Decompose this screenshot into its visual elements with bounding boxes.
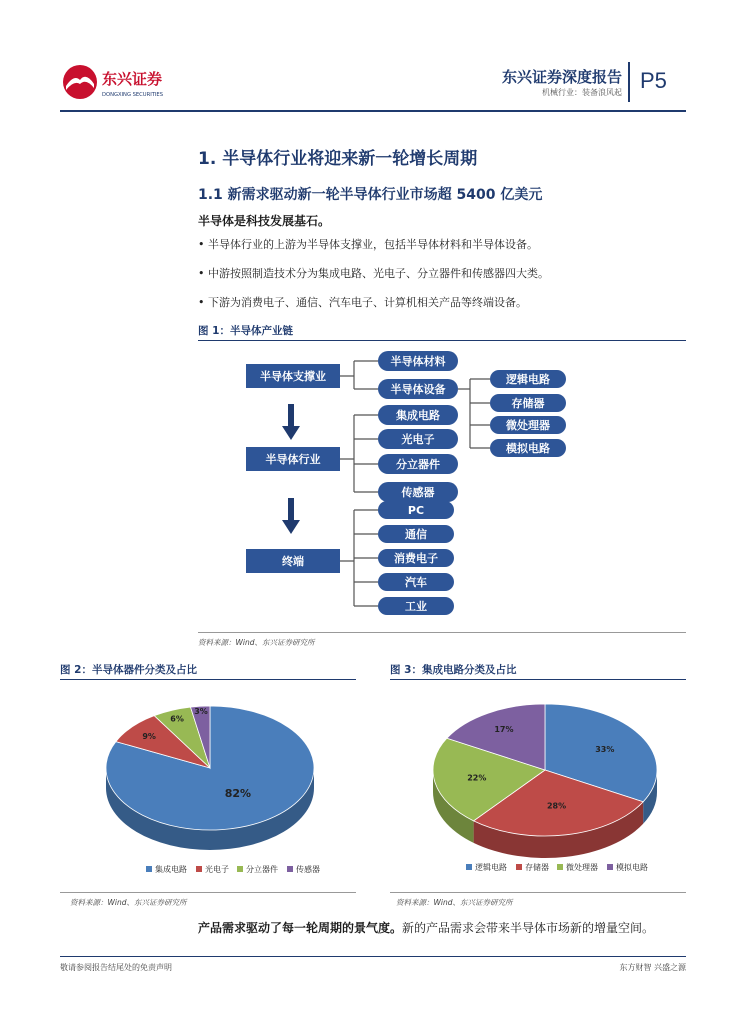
legend-item [196, 864, 229, 874]
figure-1-source: 资料来源：Wind、东兴证券研究所 [198, 638, 315, 647]
legend-swatch [196, 866, 202, 872]
ic-type-item-label: 微处理器 [506, 419, 550, 432]
paragraph-bold-lead: 产品需求驱动了每一轮周期的景气度。 [198, 921, 403, 935]
section-heading: 1. 半导体行业将迎来新一轮增长周期 [198, 149, 478, 169]
downstream-item [378, 501, 454, 519]
midstream-item [378, 405, 458, 425]
paragraph-text: 新的产品需求会带来半导体市场新的增量空间。 [402, 921, 655, 935]
report-subtitle: 机械行业：装备浪风起 [542, 88, 622, 97]
pie-data-label: 22% [467, 773, 487, 783]
pie-data-label: 17% [494, 725, 514, 735]
logo-text-en: DONGXING SECURITIES [102, 92, 164, 98]
figure-1-source-rule [198, 632, 686, 633]
legend-item [466, 862, 507, 872]
pie-data-label: 9% [142, 732, 156, 742]
legend-swatch [557, 864, 563, 870]
ic-type-item [490, 394, 566, 412]
midstream-item [378, 482, 458, 502]
industry-chain-diagram [198, 342, 686, 630]
legend-item [516, 862, 549, 872]
footer-slogan: 东方财智 兴盛之源 [619, 963, 686, 972]
figure-1-rule [198, 340, 686, 341]
figure-2-title: 图 2：半导体器件分类及占比 [60, 664, 197, 676]
legend-label: 分立器件 [246, 865, 278, 874]
legend-label: 传感器 [296, 865, 320, 874]
figure-2-source: 资料来源：Wind、东兴证券研究所 [70, 898, 187, 907]
chain-stage-box [246, 364, 340, 388]
downstream-item [378, 573, 454, 591]
legend-item [237, 864, 278, 874]
midstream-item-label: 光电子 [401, 433, 435, 446]
legend-item [146, 864, 187, 874]
downstream-item-label: 汽车 [405, 576, 427, 589]
ic-type-item [490, 416, 566, 434]
figure-3-title: 图 3：集成电路分类及占比 [390, 664, 517, 676]
logo-text-cn: 东兴证券 [102, 70, 163, 88]
figure-3-source: 资料来源：Wind、东兴证券研究所 [396, 898, 513, 907]
legend-label: 光电子 [205, 865, 229, 874]
midstream-item [378, 454, 458, 474]
midstream-item [378, 429, 458, 449]
upstream-items [378, 351, 458, 399]
bullet-item: • 半导体行业的上游为半导体支撑业，包括半导体材料和半导体设备。 [198, 238, 538, 251]
footer-rule [60, 956, 686, 957]
ic-share-pie-chart [390, 682, 686, 890]
bullet-item: • 下游为消费电子、通信、汽车电子、计算机相关产品等终端设备。 [198, 296, 527, 309]
report-name: 东兴证券深度报告 [501, 68, 622, 86]
ic-type-item [490, 370, 566, 388]
downstream-item-label: 消费电子 [394, 552, 438, 565]
chain-stage-box [246, 549, 340, 573]
legend-swatch [237, 866, 243, 872]
lead-sentence: 半导体是科技发展基石。 [198, 214, 331, 228]
midstream-item-label: 分立器件 [396, 458, 440, 471]
page-number: P5 [640, 68, 667, 93]
legend-label: 存储器 [525, 863, 549, 872]
ic-type-items [490, 370, 566, 457]
legend-swatch [607, 864, 613, 870]
chain-stage-boxes [246, 364, 340, 573]
downstream-item-label: 通信 [405, 528, 427, 541]
ic-type-item-label: 存储器 [511, 397, 545, 410]
arrow-down-icon [282, 498, 300, 534]
downstream-item [378, 525, 454, 543]
legend-item [287, 864, 320, 874]
pie-data-label: 33% [595, 745, 615, 755]
device-share-pie-chart [60, 682, 356, 890]
legend-label: 逻辑电路 [475, 863, 507, 872]
pie-data-label: 82% [224, 787, 252, 801]
pie-data-label: 6% [170, 714, 184, 724]
legend-label: 模拟电路 [616, 863, 648, 872]
figure-2-source-rule [60, 892, 356, 893]
chain-stage-box-label: 终端 [282, 555, 304, 568]
subsection-heading: 1.1 新需求驱动新一轮半导体行业市场超 5400 亿美元 [198, 187, 543, 203]
upstream-item [378, 379, 458, 399]
midstream-item-label: 集成电路 [396, 409, 440, 422]
chain-stage-box-label: 半导体行业 [265, 453, 321, 466]
company-logo [60, 62, 185, 104]
downstream-item-label: 工业 [405, 600, 427, 613]
legend-item [557, 862, 598, 872]
disclaimer-note: 敬请参阅报告结尾处的免责声明 [60, 963, 172, 972]
legend-swatch [287, 866, 293, 872]
downstream-item [378, 549, 454, 567]
figure-3-source-rule [390, 892, 686, 893]
downstream-item-label: PC [407, 504, 425, 517]
downstream-items [378, 501, 454, 615]
ic-type-item-label: 模拟电路 [506, 442, 550, 455]
legend-swatch [146, 866, 152, 872]
pie-data-label: 3% [194, 707, 208, 717]
midstream-items [378, 405, 458, 502]
downstream-item [378, 597, 454, 615]
upstream-item-label: 半导体设备 [390, 383, 446, 396]
header-rule [60, 110, 686, 112]
figure-2-rule [60, 679, 356, 680]
body-paragraph [198, 919, 654, 936]
header-divider [628, 62, 630, 102]
midstream-item-label: 传感器 [401, 486, 435, 499]
ic-type-item-label: 逻辑电路 [506, 373, 550, 386]
figure-3-rule [390, 679, 686, 680]
legend-label: 微处理器 [566, 863, 598, 872]
arrow-down-icon [282, 404, 300, 440]
chain-stage-box-label: 半导体支撑业 [260, 370, 326, 383]
ic-type-item [490, 439, 566, 457]
bullet-item: • 中游按照制造技术分为集成电路、光电子、分立器件和传感器四大类。 [198, 267, 549, 280]
upstream-item-label: 半导体材料 [390, 355, 446, 368]
upstream-item [378, 351, 458, 371]
legend-label: 集成电路 [155, 865, 187, 874]
legend-swatch [516, 864, 522, 870]
legend-item [607, 862, 648, 872]
legend-swatch [466, 864, 472, 870]
chain-stage-box [246, 447, 340, 471]
pie-data-label: 28% [546, 801, 567, 811]
figure-1-title: 图 1：半导体产业链 [198, 325, 293, 337]
